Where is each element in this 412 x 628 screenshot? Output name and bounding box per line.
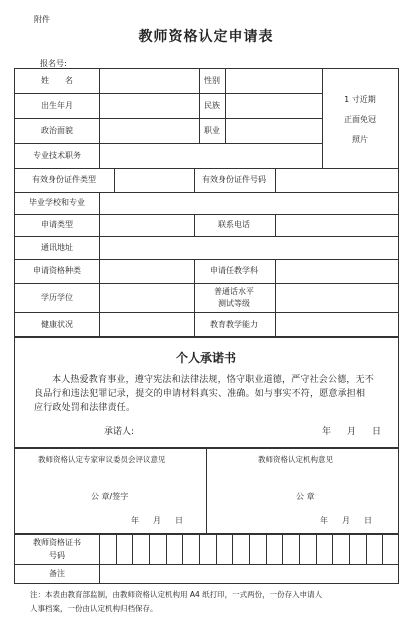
expert-year-label: 年	[131, 516, 139, 525]
occupation-label: 职业	[204, 126, 220, 135]
certificate-digit-cell	[99, 534, 100, 565]
phone-label: 联系电话	[218, 220, 250, 229]
authority-seal: 公 章	[296, 492, 315, 501]
page-title: 教师资格认定申请表	[138, 29, 274, 45]
authority-opinion-label: 教师资格认定机构意见	[258, 455, 333, 464]
mandarin-label-line1: 普通话水平	[214, 287, 254, 296]
address-label: 通讯地址	[41, 243, 73, 252]
certificate-digit-cell	[266, 534, 267, 565]
education-label: 学历学位	[41, 293, 73, 302]
certificate-digit-cell	[332, 534, 333, 565]
footnote-line2: 人事档案，一份由认定机构归档保存。	[30, 604, 158, 613]
certificate-digit-cell	[232, 534, 233, 565]
id-type-label: 有效身份证件类型	[32, 175, 96, 184]
certificate-number-label-line1: 教师资格证书	[33, 538, 81, 547]
certificate-digit-cell	[116, 534, 117, 565]
expert-day-label: 日	[175, 516, 183, 525]
qualification-type-label: 申请资格种类	[33, 266, 81, 275]
id-number-label: 有效身份证件号码	[202, 175, 266, 184]
photo-note-line2: 正面免冠	[344, 115, 376, 124]
teaching-subject-label: 申请任教学科	[210, 266, 258, 275]
birth-label: 出生年月	[41, 101, 73, 110]
expert-month-label: 月	[153, 516, 161, 525]
authority-day-label: 日	[364, 516, 372, 525]
report-number-label: 报名号:	[40, 59, 67, 68]
pledge-signer-label: 承诺人:	[104, 427, 135, 437]
certificate-number-label-line2: 号码	[49, 551, 65, 560]
certificate-digit-cell	[366, 534, 367, 565]
certificate-digit-cell	[182, 534, 183, 565]
school-major-label: 毕业学校和专业	[29, 198, 85, 207]
pledge-body: 本人热爱教育事业，遵守宪法和法律法规，恪守职业道德，严守社会公德，无不良品行和违法犯罪记录，提交的申请材料真实、准确。如与事实不符，愿意承担相应行政处罚和法律责任。	[34, 375, 375, 413]
pledge-month-label: 月	[347, 427, 357, 437]
pledge-year-label: 年	[322, 427, 332, 437]
attachment-label: 附件	[34, 15, 50, 24]
certificate-digit-cell	[299, 534, 300, 565]
certificate-digit-cell	[316, 534, 317, 565]
certificate-digit-cell	[199, 534, 200, 565]
expert-seal-signature: 公 章/签字	[91, 492, 129, 501]
authority-year-label: 年	[320, 516, 328, 525]
teaching-ability-label: 教育教学能力	[210, 320, 258, 329]
ethnicity-label: 民族	[204, 101, 220, 110]
remarks-row	[14, 564, 399, 584]
health-label: 健康状况	[41, 320, 73, 329]
footnote-line1: 注：本表由教育部监制，由教师资格认定机构用 A4 纸打印，一式两份，一份存入申请人	[30, 590, 323, 599]
certificate-digit-cell	[249, 534, 250, 565]
remarks-label: 备注	[49, 569, 65, 578]
mandarin-label-line2: 测试等级	[218, 299, 250, 308]
certificate-digit-cell	[166, 534, 167, 565]
pledge-day-label: 日	[372, 427, 382, 437]
footnote	[30, 588, 380, 616]
certificate-number-cells	[99, 534, 399, 565]
certificate-digit-cell	[382, 534, 383, 565]
photo-note-line1: 1 寸近期	[344, 95, 376, 104]
tech-title-label: 专业技术职务	[33, 151, 81, 160]
authority-month-label: 月	[342, 516, 350, 525]
applicant-type-label: 申请类型	[41, 220, 73, 229]
certificate-digit-cell	[349, 534, 350, 565]
certificate-digit-cell	[282, 534, 283, 565]
expert-committee-label: 教师资格认定专家审议委员会评议意见	[38, 455, 166, 464]
photo-note-line3: 照片	[352, 135, 368, 144]
certificate-digit-cell	[149, 534, 150, 565]
political-status-label: 政治面貌	[41, 126, 73, 135]
pledge-title: 个人承诺书	[175, 351, 236, 365]
gender-label: 性别	[204, 76, 220, 85]
certificate-digit-cell	[132, 534, 133, 565]
name-label: 姓 名	[41, 76, 73, 85]
certificate-digit-cell	[216, 534, 217, 565]
